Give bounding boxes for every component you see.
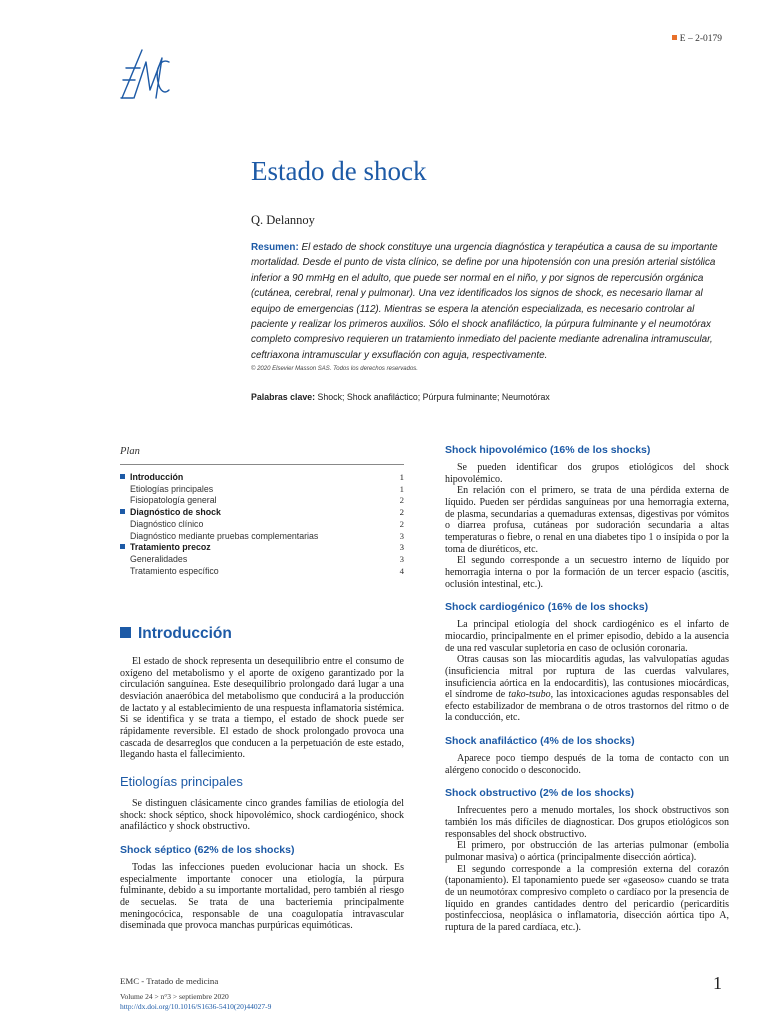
- right-column: [445, 443, 729, 934]
- abstract: [251, 240, 721, 363]
- keywords: [251, 392, 721, 402]
- paragraph: La principal etiología del shock cardiogénico es el infarto de miocardio, principalmente en el primer episodio, debido a la ausencia de una red vascular supletoria en caso de oclusión coronaria.: [445, 619, 729, 654]
- plan-item-page: 1: [399, 483, 404, 494]
- reference-code: E – 2-0179: [679, 34, 722, 44]
- plan-item-label: Diagnóstico clínico: [130, 518, 204, 529]
- plan-item-page: 2: [399, 518, 404, 529]
- paragraph: Se distinguen clásicamente cinco grandes familias de etiología del shock: shock séptico, shock hipovolémico, shock cardiogénico, shock anafiláctico y shock obstructivo.: [120, 797, 404, 833]
- plan-box: [120, 446, 404, 577]
- plan-item-label: Fisiopatología general: [130, 495, 217, 506]
- paragraph: Otras causas son las miocarditis agudas, las valvulopatías agudas (insuficiencia mitral por ruptura de las cuerdas valvulares, insuficiencia aórtica en la endocarditis), las contusiones miocárdicas, el síndrome de tako-tsubo, las intoxicaciones agudas responsables del efecto estabilizador de membrana o de otros trastornos del ritmo o de la conducción, etc.: [445, 654, 729, 724]
- plan-title: Plan: [120, 446, 404, 465]
- paragraph: Todas las infecciones pueden evolucionar hacia un shock. Es especialmente importante conocer una etiología, la púrpura fulminante, debido a su importante mortalidad, pero también al riesgo de secuelas. Se trata de una bacteriemia principalmente meningocócica, responsable de una coagulopatía intravascular diseminada que provoca manchas purpúricas equimóticas.: [120, 861, 404, 932]
- plan-item-page: 3: [399, 542, 404, 553]
- heading-shock-septico: Shock séptico (62% de los shocks): [120, 843, 295, 856]
- paragraph: En relación con el primero, se trata de una pérdida externa de líquido. Pueden ser pérdidas sanguíneas por una hemorragia externa, de plasma, secundarias a quemaduras extensas, digestivas por vómitos o diarrea profusa, cutáneas por sudoración secundaria a altas temperaturas o fiebre, o renal en una diabetes tipo 1 o insípida o por la toma de diuréticos, etc.: [445, 485, 729, 555]
- plan-item-label: Etiologías principales: [130, 483, 214, 494]
- paragraph: Infrecuentes pero a menudo mortales, los shock obstructivos son también los más difíciles de diagnosticar. Dos grupos etiológicos son responsables del shock obstructivo.: [445, 805, 729, 840]
- doi-link[interactable]: http://dx.doi.org/10.1016/S1636-5410(20)44027-9: [120, 1002, 272, 1011]
- heading-shock-obstructivo: Shock obstructivo (2% de los shocks): [445, 787, 635, 800]
- plan-item-page: 1: [399, 472, 404, 482]
- plan-item[interactable]: [120, 495, 404, 507]
- plan-item-label: Introducción: [120, 472, 183, 484]
- plan-list: [120, 472, 404, 577]
- keywords-label: Palabras clave:: [251, 392, 316, 402]
- plan-item[interactable]: [120, 472, 404, 484]
- journal-name: EMC - Tratado de medicina: [120, 976, 219, 986]
- plan-item-page: 3: [399, 553, 404, 564]
- plan-item-page: 2: [399, 495, 404, 506]
- heading-shock-anafilactico: Shock anafiláctico (4% de los shocks): [445, 735, 635, 748]
- left-column: [120, 624, 404, 932]
- paragraph: Aparece poco tiempo después de la toma de contacto con un alérgeno conocido o desconocido.: [445, 753, 729, 776]
- blue-square-icon: [120, 627, 131, 638]
- plan-item[interactable]: [120, 566, 404, 578]
- page-number: 1: [713, 973, 722, 993]
- plan-item[interactable]: [120, 554, 404, 566]
- plan-item-label: Diagnóstico de shock: [120, 507, 221, 519]
- plan-item[interactable]: [120, 531, 404, 543]
- paragraph: Se pueden identificar dos grupos etiológicos del shock hipovolémico.: [445, 462, 729, 485]
- plan-item-page: 4: [399, 565, 404, 576]
- footer: [120, 976, 271, 1013]
- plan-item-page: 3: [399, 530, 404, 541]
- paragraph: El segundo corresponde a un secuestro interno de líquido por hemorragia interna o por la formación de un tercer espacio (ascitis, oclusión intestinal, etc.).: [445, 555, 729, 590]
- plan-item-label: Tratamiento precoz: [120, 542, 211, 554]
- abstract-label: Resumen:: [251, 242, 299, 253]
- plan-item[interactable]: [120, 519, 404, 531]
- volume-info: Volume 24 > n°3 > septiembre 2020: [120, 991, 229, 1001]
- paragraph: El segundo corresponde a la compresión externa del corazón (taponamiento). El taponamiento puede ser «gaseoso» cuando se trata de un neumotórax compresivo completo o cardíaco por la presencia de líquido en grandes cantidades dentro del pericardio (pericarditis postinfecciosa, neoplásica o inflamatoria, disección aórtica tipo A, ruptura de la pared cardíaca, etc.).: [445, 863, 729, 933]
- subsection-heading-etiologias: Etiologías principales: [120, 773, 243, 789]
- author: Q. Delannoy: [251, 213, 315, 227]
- plan-item[interactable]: [120, 484, 404, 496]
- plan-item[interactable]: [120, 507, 404, 519]
- plan-item-page: 2: [399, 507, 404, 518]
- paragraph: El primero, por obstrucción de las arterias pulmonar (embolia pulmonar masiva) o aórtica (principalmente disección aórtica).: [445, 840, 729, 864]
- article-reference: [672, 34, 722, 44]
- plan-item[interactable]: [120, 542, 404, 554]
- section-heading-introduccion: Introducción: [120, 624, 404, 644]
- plan-item-label: Generalidades: [130, 553, 188, 564]
- plan-item-label: Tratamiento específico: [130, 565, 219, 576]
- paragraph: El estado de shock representa un desequilibrio entre el consumo de oxígeno del metabolismo y el aporte de oxígeno garantizado por la circulación sanguínea. Este desequilibrio prolongado dará lugar a una desviación anaeróbica del metabolismo que conducirá a la producción de lactato y al establecimiento de una respuesta inflamatoria sistémica. Si se identifica y se trata a tiempo, el estado de shock puede ser rápidamente reversible. El estado de shock prolongado provoca una cascada de desarreglos que conducen a la perpetuación de este estado, llegando hasta el fallecimiento.: [120, 656, 404, 761]
- orange-square-icon: [672, 35, 677, 40]
- plan-item-label: Diagnóstico mediante pruebas complementarias: [130, 530, 319, 541]
- abstract-text: El estado de shock constituye una urgencia diagnóstica y terapéutica a causa de su importante mortalidad. Desde el punto de vista clínico, se define por una hipotensión con una presión arterial sistólica inferior a 90 mmHg en el adulto, que puede ser normal en el niño, y por signos de repercusión orgánica (cutánea, cerebral, renal y pulmonar). Una vez identificados los signos de shock, es necesario llamar al equipo de emergencias (112). Mientras se espera la atención especializada, es necesario controlar al paciente y realizar los primeros auxilios. Sólo el shock anafiláctico, la púrpura fulminante y el neumotórax completo compresivo requieren un tratamiento inmediato del paciente mediante adrenalina intramuscular, ceftriaxona intramuscular y exsuflación con aguja, respectivamente.: [251, 242, 718, 361]
- copyright: © 2020 Elsevier Masson SAS. Todos los derechos reservados.: [251, 366, 418, 372]
- keywords-text: Shock; Shock anafiláctico; Púrpura fulminante; Neumotórax: [317, 392, 550, 402]
- heading-shock-hipovolemico: Shock hipovolémico (16% de los shocks): [445, 444, 651, 456]
- emc-logo: [120, 46, 170, 102]
- heading-shock-cardiogenico: Shock cardiogénico (16% de los shocks): [445, 601, 649, 614]
- article-title: Estado de shock: [251, 156, 427, 186]
